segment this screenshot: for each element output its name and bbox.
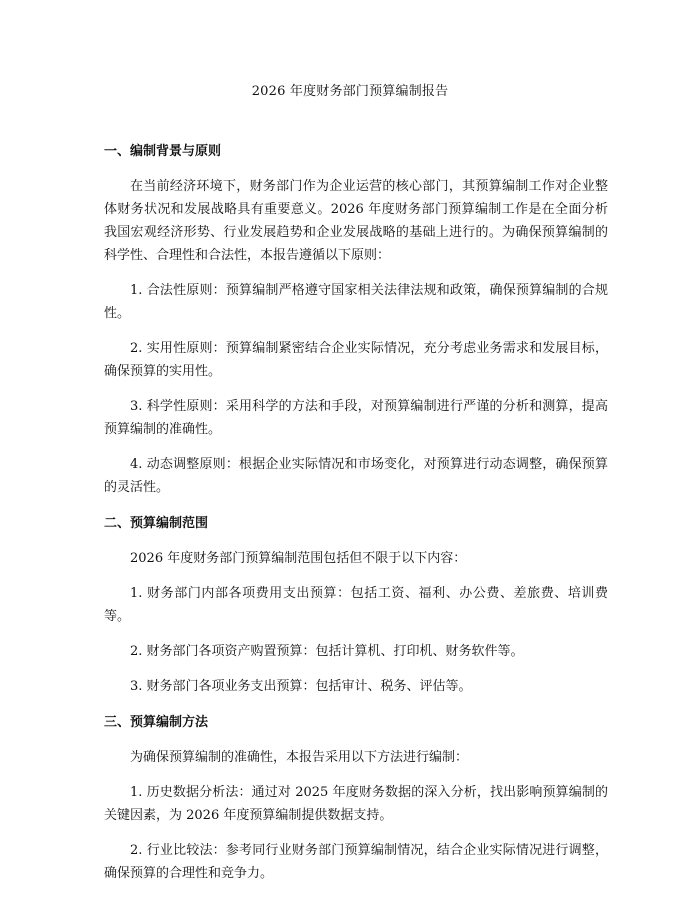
list-item: 4. 动态调整原则：根据企业实际情况和市场变化，对预算进行动态调整，确保预算的灵活性。: [104, 457, 608, 495]
document-body: [104, 142, 608, 897]
list-item: 1. 历史数据分析法：通过对 2025 年度财务数据的深入分析，找出影响预算编制的关键因素，为 2026 年度预算编制提供数据支持。: [104, 785, 608, 823]
list-item: 2. 行业比较法：参考同行业财务部门预算编制情况，结合企业实际情况进行调整，确保预算的合理性和竞争力。: [104, 843, 608, 881]
document-title: 2026 年度财务部门预算编制报告: [251, 84, 449, 99]
section-heading-method: 三、预算编制方法: [104, 715, 209, 730]
section-heading-background: 一、编制背景与原则: [104, 144, 222, 159]
list-item: 3. 科学性原则：采用科学的方法和手段，对预算编制进行严谨的分析和测算，提高预算编制的准确性。: [104, 399, 608, 437]
paragraph: 在当前经济环境下，财务部门作为企业运营的核心部门，其预算编制工作对企业整体财务状况和发展战略具有重要意义。2026 年度财务部门预算编制工作是在全面分析我国宏观经济形势、行业发展趋势和企业发展战略的基础上进行的。为确保预算编制的科学性、合理性和合法性，本报告遵循以下原则：: [104, 179, 608, 263]
list-item: 2. 实用性原则：预算编制紧密结合企业实际情况，充分考虑业务需求和发展目标，确保预算的实用性。: [104, 341, 608, 379]
paragraph: 2026 年度财务部门预算编制范围包括但不限于以下内容：: [130, 551, 467, 566]
section-heading-scope: 二、预算编制范围: [104, 516, 209, 531]
list-item: 1. 合法性原则：预算编制严格遵守国家相关法律法规和政策，确保预算编制的合规性。: [104, 283, 608, 321]
list-item: 3. 财务部门各项业务支出预算：包括审计、税务、评估等。: [130, 679, 472, 694]
paragraph: 为确保预算编制的准确性，本报告采用以下方法进行编制：: [130, 750, 469, 765]
list-item: 2. 财务部门各项资产购置预算：包括计算机、打印机、财务软件等。: [130, 644, 524, 659]
list-item: 1. 财务部门内部各项费用支出预算：包括工资、福利、办公费、差旅费、培训费等。: [104, 586, 608, 624]
